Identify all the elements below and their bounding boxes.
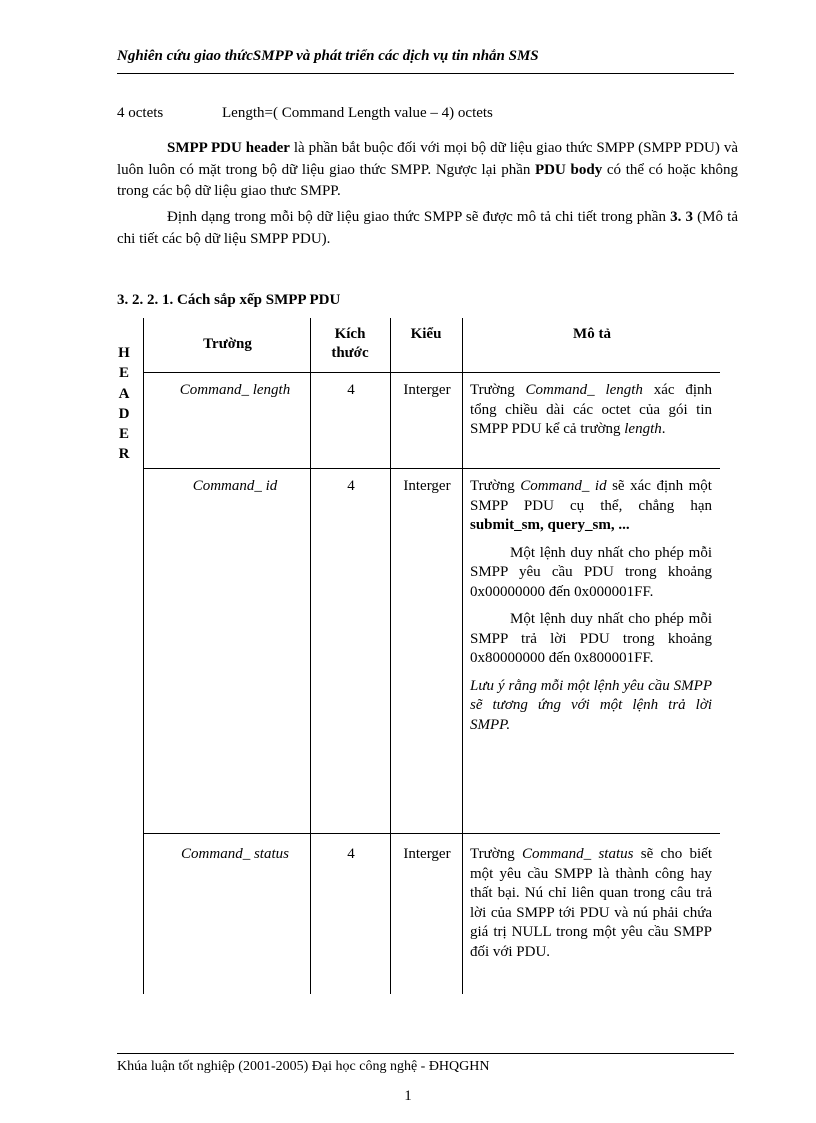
table-divider-2	[390, 318, 391, 994]
length-formula: Length=( Command Length value – 4) octets	[222, 105, 493, 121]
table-row2-bottom	[143, 833, 720, 834]
section-reference: 3. 3	[670, 209, 694, 225]
row-size-command-length: 4	[347, 382, 355, 398]
row-desc-command-id: Trường Command_ id sẽ xác định một SMPP PDU cụ thể, chẳng hạn submit_sm, query_sm, ... Một lệnh duy nhất cho phép mỗi SMPP yêu cầu PDU trong khoảng 0x00000000 đến 0x000001FF. Một lệnh duy nhất cho phép mỗi SMPP trả lời PDU trong khoảng 0x80000000 đến 0x800001FF. Lưu ý rằng mỗi một lệnh yêu cầu SMPP sẽ tương ứng với một lệnh trả lời SMPP.	[470, 478, 712, 733]
octets-label: 4 octets	[117, 105, 164, 121]
table-row1-bottom	[143, 468, 720, 469]
row-type-command-length: Interger	[403, 382, 451, 398]
row-desc-command-length: Trường Command_ length xác định tổng chiều dài các octet của gói tin SMPP PDU kể cả trường length.	[470, 382, 712, 437]
page-number: 1	[404, 1088, 412, 1104]
section-heading: 3. 2. 2. 1. Cách sắp xếp SMPP PDU	[117, 292, 341, 308]
row-size-command-status: 4	[347, 846, 355, 862]
row-type-command-status: Interger	[403, 846, 451, 862]
table-divider-1	[310, 318, 311, 994]
footer-text: Khúa luận tốt nghiệp (2001-2005) Đại học công nghệ - ĐHQGHN	[117, 1059, 490, 1074]
row-field-command-status: Command_ status	[181, 846, 289, 862]
running-header-title: Nghiên cứu giao thứcSMPP và phát triển các dịch vụ tin nhắn SMS	[117, 48, 539, 64]
table-divider-3	[462, 318, 463, 994]
column-header-field: Trường	[203, 336, 252, 352]
term-pdu-body: PDU body	[535, 161, 603, 178]
column-header-desc: Mô tả	[573, 326, 611, 342]
table-border-left	[143, 318, 144, 994]
column-header-size: Kích thước	[331, 326, 369, 361]
footer-rule	[117, 1053, 734, 1054]
header-rule	[117, 73, 734, 74]
paragraph-format: Định dạng trong mỗi bộ dữ liệu giao thức SMPP sẽ được mô tả chi tiết trong phần 3. 3 (Mô tả chi tiết các bộ dữ liệu SMPP PDU).	[117, 209, 738, 247]
table-header-bottom	[143, 372, 720, 373]
row-field-command-id: Command_ id	[192, 478, 278, 494]
column-header-type: Kiểu	[410, 326, 442, 342]
row-field-command-length: Command_ length	[179, 382, 291, 398]
term-smpp-pdu-header: SMPP PDU header	[167, 140, 290, 156]
row-type-command-id: Interger	[403, 478, 451, 494]
header-side-label: H E A D E R	[118, 345, 130, 463]
row-size-command-id: 4	[347, 478, 355, 494]
paragraph-pdu-header: SMPP PDU header là phần bắt buộc đối với mọi bộ dữ liệu giao thức SMPP (SMPP PDU) và luôn luôn có mặt trong bộ dữ liệu giao thức SMPP. Ngược lại phần PDU body có thể có hoặc không trong các bộ dữ liệu giao thưc SMPP.	[117, 140, 738, 199]
row-desc-command-status: Trường Command_ status sẽ cho biết một yêu cầu SMPP là thành công hay thất bại. Nú chỉ liên quan trong câu trả lời của SMPP tới PDU và nú phải chứa giá trị NULL trong một yêu cầu SMPP đối với PDU.	[470, 846, 712, 960]
